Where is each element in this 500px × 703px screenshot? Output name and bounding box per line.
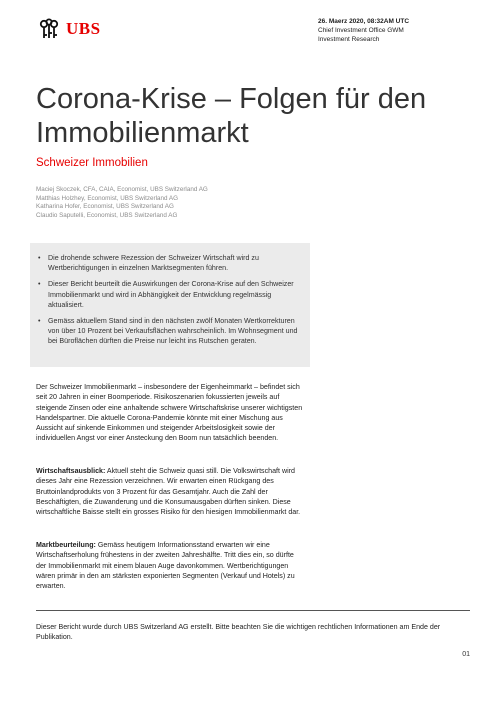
report-meta bbox=[318, 17, 409, 44]
divider bbox=[36, 610, 470, 611]
ubs-logo bbox=[36, 18, 101, 40]
paragraph-lead: Marktbeurteilung: bbox=[36, 541, 96, 549]
paragraph-text: Gemäss heutigem Informationsstand erwarten wir eine Wirtschaftserholung frühestens in der zweiten Jahreshälfte. Tritt dies ein, so dürfte der Immobilienmarkt mit einem blauen Auge davonkommen. Wertberichtigungen wären primär in den am stärksten exponierten Segmenten (Verkauf und Hotels) zu erwarten. bbox=[36, 541, 295, 591]
summary-item: • Gemäss aktuellem Stand sind in den nächsten zwölf Monaten Wertkorrekturen von über 10 Prozent bei Verkaufsflächen wahrscheinlich. Im Wohnsegment und bei Büroflächen dürften die Preise nur leicht ins Rutschen geraten. bbox=[38, 316, 304, 347]
page-title: Corona-Krise – Folgen für den Immobilienmarkt bbox=[36, 83, 427, 149]
logo-text: UBS bbox=[66, 19, 101, 38]
author-line: Katharina Hofer, Economist, UBS Switzerland AG bbox=[36, 203, 174, 210]
paragraph-lead: Wirtschaftsausblick: bbox=[36, 467, 106, 475]
summary-item: • Die drohende schwere Rezession der Schweizer Wirtschaft wird zu Wertberichtigungen in einzelnen Marktsegmenten führen. bbox=[38, 253, 304, 273]
summary-box bbox=[30, 243, 310, 367]
body-paragraph-economic-outlook bbox=[36, 466, 306, 517]
page-number: 01 bbox=[462, 651, 470, 658]
ubs-keys-icon bbox=[36, 18, 62, 40]
author-list bbox=[36, 186, 208, 220]
report-category: Investment Research bbox=[318, 36, 380, 43]
author-line: Matthias Holzhey, Economist, UBS Switzerland AG bbox=[36, 194, 178, 202]
legal-note: Dieser Bericht wurde durch UBS Switzerland AG erstellt. Bitte beachten Sie die wichtigen rechtlichen Informationen am Ende der Publikation. bbox=[36, 623, 441, 642]
report-date: 26. Maerz 2020, 08:32AM UTC bbox=[318, 18, 410, 25]
paragraph-text: Aktuell steht die Schweiz quasi still. Die Volkswirtschaft wird dieses Jahr eine Rezession verzeichnen. Wir erwarten einen Rückgang des Bruttoinlandprodukts von 3 Prozent für das Gesamtjahr. Auch die Zahl der Beschäftigten, die Zuwanderung und die Konsumausgaben dürften sinken. Diese wirtschaftliche Baisse stellt ein grosses Risiko für den hiesigen Immobilienmarkt dar. bbox=[36, 467, 301, 517]
author-line: Maciej Skoczek, CFA, CAIA, Economist, UBS Switzerland AG bbox=[36, 186, 208, 193]
body-paragraph-market-assessment bbox=[36, 540, 306, 591]
report-department: Chief Investment Office GWM bbox=[318, 27, 404, 34]
author-line: Claudio Saputelli, Economist, UBS Switzerland AG bbox=[36, 211, 178, 219]
body-paragraph-intro: Der Schweizer Immobilienmarkt – insbesondere der Eigenheimmarkt – befindet sich seit 20 Jahren in einer Boomperiode. Risikoszenarien fokussierten jeweils auf steigende Zinsen oder eine anhaltende schwere Wirtschaftskrise unserer wichtigsten Handelspartner. Die aktuelle Corona-Pandemie könnte mit einer Mischung aus Aussicht auf sinkende Einkommen und steigender Arbeitslosigkeit sowie der individuellen Angst vor einer Ansteckung den Boom nun tatsächlich beenden. bbox=[36, 383, 303, 443]
summary-list bbox=[38, 253, 304, 347]
summary-item: • Dieser Bericht beurteilt die Auswirkungen der Corona-Krise auf den Schweizer Immobilienmarkt und wird in Abhängigkeit der Entwicklung regelmässig aktualisiert. bbox=[38, 279, 304, 310]
page-subtitle: Schweizer Immobilien bbox=[36, 157, 148, 169]
